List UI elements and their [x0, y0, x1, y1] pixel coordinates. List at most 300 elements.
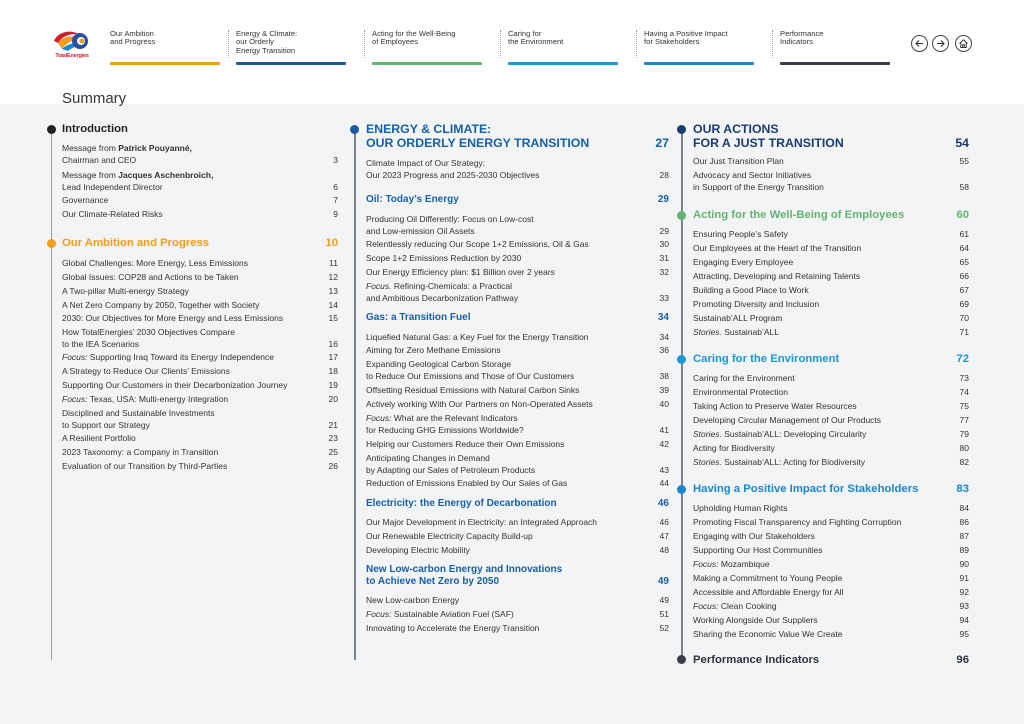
page-number: 39 [659, 385, 669, 395]
toc-entry[interactable] [62, 209, 338, 221]
arrow-right-icon [935, 38, 946, 49]
heading-label: Gas: a Transition Fuel [366, 312, 471, 323]
page-number: 54 [955, 136, 969, 150]
entry-label: Governance [62, 195, 109, 205]
page-number: 90 [959, 559, 969, 569]
page-number: 48 [659, 545, 669, 555]
section-bullet [47, 125, 56, 134]
arrow-left-icon [914, 38, 925, 49]
entry-text: Sustainab’ALL [721, 327, 780, 337]
page-number: 33 [659, 292, 669, 303]
toc-heading-stakeholders[interactable] [693, 483, 969, 495]
page-number: 19 [328, 380, 338, 390]
page-number: 9 [333, 209, 338, 219]
toc-heading-electricity[interactable] [366, 498, 669, 509]
entry-label: A Two-pillar Multi-energy Strategy [62, 286, 189, 296]
entry-role: Chairman and CEO [62, 154, 137, 165]
toc-entry[interactable] [62, 366, 338, 378]
page-number: 84 [959, 503, 969, 513]
page-number: 52 [659, 623, 669, 633]
entry-label: New Low-carbon Energy [366, 595, 460, 605]
entry-text: Clean Cooking [718, 601, 777, 611]
entry-role: Lead Independent Director [62, 181, 163, 192]
heading-label: Electricity: the Energy of Decarbonation [366, 498, 557, 509]
home-icon [958, 38, 969, 49]
page-number: 27 [655, 136, 669, 150]
page-number: 71 [959, 327, 969, 337]
page-number: 42 [659, 439, 669, 449]
toc-entry[interactable] [693, 615, 969, 627]
toc-entry[interactable] [62, 394, 338, 406]
toc-entry[interactable] [366, 332, 669, 344]
toc-entry[interactable] [366, 609, 669, 621]
section-bullet [47, 239, 56, 248]
toc-entry[interactable] [693, 156, 969, 168]
page-number: 11 [329, 258, 338, 268]
toc-entry[interactable] [62, 408, 338, 431]
page-number: 43 [659, 464, 669, 475]
entry-label: Global Issues: COP28 and Actions to be Taken [62, 272, 239, 282]
toc-entry[interactable] [693, 601, 969, 613]
toc-entry[interactable] [693, 531, 969, 543]
toc-entry[interactable] [62, 447, 338, 459]
heading-label: OUR ACTIONS FOR A JUST TRANSITION [693, 122, 844, 150]
toc-entry[interactable] [366, 345, 669, 357]
toc-entry[interactable] [693, 243, 969, 255]
page-number: 18 [328, 366, 338, 376]
entry-label: Developing Electric Mobility [366, 545, 470, 555]
stories-tag: Stories. [693, 429, 722, 439]
section-bullet [677, 355, 686, 364]
next-page-button[interactable] [932, 35, 949, 52]
focus-tag: Focus: [693, 559, 719, 569]
page-number: 67 [959, 285, 969, 295]
page-number: 38 [659, 370, 669, 381]
page-number: 31 [659, 253, 669, 263]
entry-prefix: Message from [62, 170, 119, 180]
entry-label: Our Employees at the Heart of the Transition [693, 243, 862, 253]
toc-entry[interactable] [62, 300, 338, 312]
entry-label [693, 601, 969, 613]
entry-label: Disciplined and Sustainable Investments to Support our Strategy [62, 408, 215, 430]
entry-label: Sustainab’ALL Program [693, 313, 783, 323]
page-number: 51 [659, 609, 669, 619]
entry-label: Our Major Development in Electricity: an Integrated Approach [366, 517, 598, 527]
heading-label: Introduction [62, 123, 128, 135]
toc-entry[interactable] [366, 478, 669, 490]
entry-label: Our Just Transition Plan [693, 156, 784, 166]
page-title: Summary [62, 90, 127, 107]
toc-entry[interactable] [366, 453, 669, 476]
stories-tag: Stories. [693, 327, 722, 337]
header-bar [0, 0, 1024, 104]
page-number: 3 [333, 154, 338, 165]
tab-underline [644, 62, 754, 65]
entry-label [693, 327, 969, 339]
toc-entry[interactable] [366, 158, 669, 181]
home-button[interactable] [955, 35, 972, 52]
toc-entry[interactable] [693, 545, 969, 557]
entry-text: Sustainab’ALL: Acting for Biodiversity [721, 457, 865, 467]
divider [772, 30, 773, 58]
toc-entry[interactable] [366, 281, 669, 304]
toc-entry[interactable] [366, 623, 669, 635]
page-number: 29 [657, 194, 669, 205]
entry-label: Taking Action to Preserve Water Resources [693, 401, 857, 411]
toc-entry[interactable] [693, 443, 969, 455]
entry-label: Relentlessly reducing Our Scope 1+2 Emissions, Oil & Gas [366, 239, 589, 249]
entry-prefix: Message from [62, 143, 119, 153]
entry-name: Patrick Pouyanné, [118, 143, 192, 153]
entry-label: Offsetting Residual Emissions with Natural Carbon Sinks [366, 385, 580, 395]
page-number: 34 [659, 332, 669, 342]
entry-label [366, 281, 669, 304]
entry-text: Sustainab’ALL: Developing Circularity [721, 429, 867, 439]
toc-entry[interactable] [366, 595, 669, 607]
entry-label: Aiming for Zero Methane Emissions [366, 345, 501, 355]
toc-entry[interactable] [693, 401, 969, 413]
page-number: 75 [959, 401, 969, 411]
entry-label [693, 457, 969, 469]
page-number: 32 [659, 267, 669, 277]
page-number: 49 [659, 595, 669, 605]
page-number: 95 [959, 629, 969, 639]
entry-label: Working Alongside Our Suppliers [693, 615, 818, 625]
page-number: 77 [959, 415, 969, 425]
page-number: 44 [659, 478, 669, 488]
toc-entry[interactable] [366, 385, 669, 397]
tab-label: Caring for the Environment [508, 29, 564, 47]
toc-heading-oil[interactable] [366, 194, 669, 205]
entry-label: Upholding Human Rights [693, 503, 788, 513]
page-number: 86 [959, 517, 969, 527]
heading-label: Acting for the Well-Being of Employees [693, 209, 905, 221]
page-number: 17 [328, 352, 338, 362]
toc-entry[interactable] [62, 352, 338, 364]
toc-heading-ambition[interactable] [62, 237, 338, 249]
entry-text: What are the Relevant Indicators for Reducing GHG Emissions Worldwide? [366, 413, 524, 435]
page-number: 91 [959, 573, 969, 583]
entry-label: Making a Commitment to Young People [693, 573, 843, 583]
page-number: 15 [328, 313, 338, 323]
entry-label: Acting for Biodiversity [693, 443, 775, 453]
toc-heading-gas[interactable] [366, 312, 669, 323]
page-number: 20 [328, 394, 338, 404]
entry-label: Expanding Geological Carbon Storage to Reduce Our Emissions and Those of Our Customers [366, 359, 575, 381]
entry-label [693, 559, 969, 571]
focus-tag: Focus. [366, 281, 392, 291]
toc-entry[interactable] [693, 559, 969, 571]
toc-entry[interactable] [366, 517, 669, 529]
entry-label: Ensuring People’s Safety [693, 229, 788, 239]
entry-name: Jacques Aschenbroich, [118, 170, 214, 180]
page-number: 34 [657, 312, 669, 323]
tab-stakeholders[interactable] [644, 30, 754, 66]
page-number: 65 [959, 257, 969, 267]
entry-label: Our Renewable Electricity Capacity Build-up [366, 531, 533, 541]
toc-entry[interactable] [62, 143, 338, 166]
toc-entry[interactable] [62, 313, 338, 325]
toc-entry[interactable] [693, 587, 969, 599]
page-number: 74 [959, 387, 969, 397]
page-number: 89 [959, 545, 969, 555]
entry-label: 2023 Taxonomy: a Company in Transition [62, 447, 219, 457]
entry-text: Sustainable Aviation Fuel (SAF) [391, 609, 514, 619]
focus-tag: Focus: [693, 601, 719, 611]
column-rule [354, 132, 356, 660]
tab-performance[interactable] [780, 30, 890, 66]
heading-label: Our Ambition and Progress [62, 237, 210, 249]
page-number: 55 [959, 156, 969, 166]
toc-heading-introduction[interactable] [62, 123, 338, 135]
toc-heading-just-transition[interactable] [693, 123, 969, 150]
entry-label: A Strategy to Reduce Our Clients’ Emissions [62, 366, 230, 376]
toc-entry[interactable] [693, 415, 969, 427]
toc-heading-employees[interactable] [693, 209, 969, 221]
toc-entry[interactable] [366, 253, 669, 265]
entry-label: A Resilient Portfolio [62, 433, 136, 443]
entry-label: Producing Oil Differently: Focus on Low-cost and Low-emission Oil Assets [366, 214, 534, 236]
toc-entry[interactable] [693, 229, 969, 241]
previous-page-button[interactable] [911, 35, 928, 52]
column-rule [51, 132, 52, 660]
toc-entry[interactable] [366, 359, 669, 382]
entry-label: Environmental Protection [693, 387, 788, 397]
tab-underline [372, 62, 482, 65]
toc-column-1 [62, 120, 338, 680]
tab-underline [780, 62, 890, 65]
toc-entry[interactable] [693, 573, 969, 585]
entry-label [62, 394, 338, 406]
toc-entry[interactable] [366, 214, 669, 237]
page-number: 6 [333, 181, 338, 192]
page-number: 14 [328, 300, 338, 310]
entry-label: Our Energy Efficiency plan: $1 Billion over 2 years [366, 267, 555, 277]
logo-wordmark: TotalEnergies [55, 53, 89, 59]
page-number: 93 [959, 601, 969, 611]
entry-label: How TotalEnergies’ 2030 Objectives Compare to the IEA Scenarios [62, 327, 235, 349]
heading-label: Oil: Today’s Energy [366, 194, 459, 205]
page-number: 13 [328, 286, 338, 296]
toc-column-2 [366, 120, 669, 640]
page-number: 16 [328, 338, 338, 349]
tab-label: Our Ambition and Progress [110, 29, 156, 47]
divider [228, 30, 229, 58]
entry-label: Advocacy and Sector Initiatives in Support of the Energy Transition [693, 170, 824, 192]
entry-label: A Net Zero Company by 2050, Together with Society [62, 300, 260, 310]
page-number: 87 [959, 531, 969, 541]
toc-entry[interactable] [693, 257, 969, 269]
toc-entry[interactable] [693, 170, 969, 193]
entry-label: Supporting Our Customers in their Decarbonization Journey [62, 380, 288, 390]
toc-entry[interactable] [366, 545, 669, 557]
page-number: 23 [328, 433, 338, 443]
section-bullet [677, 485, 686, 494]
heading-label: Having a Positive Impact for Stakeholders [693, 483, 919, 495]
page-number: 64 [959, 243, 969, 253]
divider [500, 30, 501, 58]
entry-label: Engaging with Our Stakeholders [693, 531, 815, 541]
section-bullet [677, 125, 686, 134]
entry-label: Developing Circular Management of Our Products [693, 415, 882, 425]
tab-our-ambition[interactable] [110, 30, 220, 66]
entry-label: Promoting Fiscal Transparency and Fighting Corruption [693, 517, 902, 527]
toc-entry[interactable] [62, 258, 338, 270]
section-bullet [677, 211, 686, 220]
page-number: 83 [956, 483, 969, 495]
toc-entry[interactable] [693, 629, 969, 641]
toc-entry[interactable] [693, 429, 969, 441]
page-number: 21 [328, 419, 338, 430]
page-number: 40 [659, 399, 669, 409]
entry-label: Our Climate-Related Risks [62, 209, 163, 219]
page-number: 92 [959, 587, 969, 597]
toc-entry[interactable] [693, 299, 969, 311]
entry-label: Global Challenges: More Energy, Less Emissions [62, 258, 248, 268]
toc-heading-environment[interactable] [693, 353, 969, 365]
page-number: 70 [959, 313, 969, 323]
entry-label: Building a Good Place to Work [693, 285, 809, 295]
entry-label: Climate Impact of Our Strategy: Our 2023 Progress and 2025-2030 Objectives [366, 158, 540, 180]
toc-entry[interactable] [62, 461, 338, 473]
page-number: 12 [328, 272, 338, 282]
stories-tag: Stories. [693, 457, 722, 467]
toc-entry[interactable] [366, 239, 669, 251]
toc-entry[interactable] [366, 531, 669, 543]
toc-entry[interactable] [366, 399, 669, 411]
page-number: 30 [659, 239, 669, 249]
entry-label: Actively working With Our Partners on Non-Operated Assets [366, 399, 593, 409]
page-number: 28 [659, 169, 669, 180]
entry-label: Scope 1+2 Emissions Reduction by 2030 [366, 253, 522, 263]
entry-label: Helping our Customers Reduce their Own Emissions [366, 439, 565, 449]
page-number: 36 [659, 345, 669, 355]
toc-entry[interactable] [693, 271, 969, 283]
entry-label [62, 352, 338, 364]
entry-label [62, 143, 338, 166]
heading-label: Performance Indicators [693, 654, 820, 666]
toc-entry[interactable] [693, 503, 969, 515]
page-number: 61 [959, 229, 969, 239]
entry-label: Liquefied Natural Gas: a Key Fuel for the Energy Transition [366, 332, 589, 342]
entry-label: Engaging Every Employee [693, 257, 794, 267]
page-number: 80 [959, 443, 969, 453]
toc-entry[interactable] [693, 387, 969, 399]
tab-employees[interactable] [372, 30, 482, 66]
toc-entry[interactable] [693, 517, 969, 529]
page-number: 41 [659, 424, 669, 435]
tab-label: Energy & Climate: our Orderly Energy Transition [236, 29, 298, 55]
page-number: 29 [659, 225, 669, 236]
section-bullet [677, 655, 686, 664]
tab-energy-climate[interactable] [236, 30, 346, 66]
page-number: 79 [959, 429, 969, 439]
toc-entry[interactable] [62, 380, 338, 392]
toc-heading-performance[interactable] [693, 654, 969, 666]
entry-label: Supporting Our Host Communities [693, 545, 823, 555]
entry-label: Caring for the Environment [693, 373, 795, 383]
page-number: 49 [657, 576, 669, 587]
page-number: 25 [328, 447, 338, 457]
toc-entry[interactable] [693, 313, 969, 325]
page-number: 82 [959, 457, 969, 467]
page-number: 10 [325, 237, 338, 249]
entry-label: Attracting, Developing and Retaining Talents [693, 271, 861, 281]
entry-text: Texas, USA: Multi-energy Integration [87, 394, 229, 404]
page-number: 46 [659, 517, 669, 527]
entry-label [62, 170, 338, 193]
toc-entry[interactable] [366, 439, 669, 451]
entry-label: Promoting Diversity and Inclusion [693, 299, 820, 309]
tab-label: Acting for the Well-Being of Employees [372, 29, 456, 47]
entry-label: Anticipating Changes in Demand by Adapting our Sales of Petroleum Products [366, 453, 536, 475]
tab-environment[interactable] [508, 30, 618, 66]
heading-label: ENERGY & CLIMATE: OUR ORDERLY ENERGY TRANSITION [366, 122, 590, 150]
page-number: 69 [959, 299, 969, 309]
section-bullet [350, 125, 359, 134]
toc-entry[interactable] [62, 195, 338, 207]
toc-entry[interactable] [693, 327, 969, 339]
page-number: 7 [333, 195, 338, 205]
page-number: 73 [959, 373, 969, 383]
entry-text: Mozambique [718, 559, 770, 569]
entry-label: Evaluation of our Transition by Third-Parties [62, 461, 228, 471]
divider [636, 30, 637, 58]
focus-tag: Focus: [62, 352, 88, 362]
entry-label: Reduction of Emissions Enabled by Our Sales of Gas [366, 478, 568, 488]
tab-underline [508, 62, 618, 65]
toc-entry[interactable] [62, 170, 338, 193]
entry-text: Refining-Chemicals: a Practical and Ambitious Decarbonization Pathway [366, 281, 519, 303]
tab-underline [236, 62, 346, 65]
toc-entry[interactable] [366, 267, 669, 279]
toc-entry[interactable] [62, 327, 338, 350]
page-number: 72 [956, 353, 969, 365]
entry-label [366, 609, 669, 621]
page-number: 66 [959, 271, 969, 281]
toc-entry[interactable] [62, 433, 338, 445]
toc-entry[interactable] [62, 272, 338, 284]
entry-label [366, 413, 669, 436]
divider [364, 30, 365, 58]
tab-label: Performance Indicators [780, 29, 824, 47]
entry-text: Supporting Iraq Toward its Energy Independence [87, 352, 275, 362]
toc-entry[interactable] [693, 457, 969, 469]
entry-label [693, 429, 969, 441]
focus-tag: Focus: [366, 413, 392, 423]
page-number: 47 [659, 531, 669, 541]
page-number: 46 [657, 498, 669, 509]
page-number: 94 [959, 615, 969, 625]
totalenergies-logo[interactable] [50, 27, 94, 63]
page-number: 60 [956, 209, 969, 221]
focus-tag: Focus: [366, 609, 392, 619]
toc-heading-low-carbon[interactable] [366, 564, 669, 588]
page-number: 58 [959, 181, 969, 192]
entry-label: Sharing the Economic Value We Create [693, 629, 843, 639]
toc-entry[interactable] [693, 373, 969, 385]
entry-label: Accessible and Affordable Energy for All [693, 587, 844, 597]
toc-entry[interactable] [62, 286, 338, 298]
entry-label: 2030: Our Objectives for More Energy and Less Emissions [62, 313, 284, 323]
toc-entry[interactable] [693, 285, 969, 297]
focus-tag: Focus: [62, 394, 88, 404]
page-number: 26 [328, 461, 338, 471]
toc-heading-energy-climate[interactable] [366, 123, 669, 150]
heading-label: Caring for the Environment [693, 353, 840, 365]
toc-entry[interactable] [366, 413, 669, 436]
tab-underline [110, 62, 220, 65]
